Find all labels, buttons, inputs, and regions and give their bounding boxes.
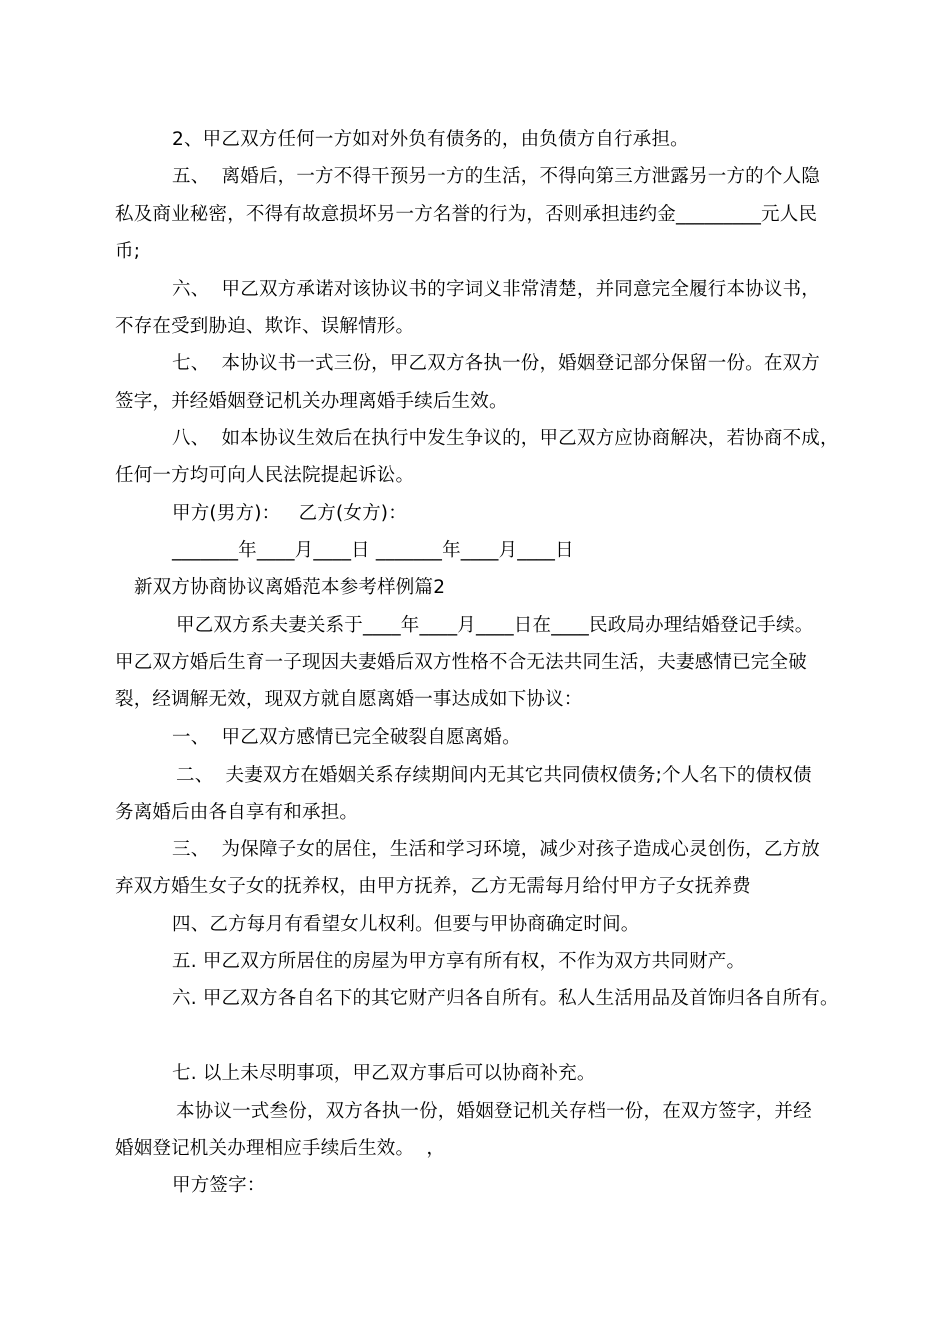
clause-8-line-1: 八、 如本协议生效后在执行中发生争议的，甲乙双方应协商解决，若协商不成， xyxy=(172,428,839,449)
item-3-line-1: 三、 为保障子女的居住，生活和学习环境，减少对孩子造成心灵创伤，乙方放 xyxy=(172,839,820,860)
clause-7-line-2: 签字，并经婚姻登记机关办理离婚手续后生效。 xyxy=(115,391,508,412)
intro-line-3: 裂，经调解无效，现双方就自愿离婚一事达成如下协议： xyxy=(115,689,583,710)
item-1: 一、 甲乙双方感情已完全破裂自愿离婚。 xyxy=(172,727,521,748)
clause-7-line-1: 七、 本协议书一式三份，甲乙双方各执一份，婚姻登记部分保留一份。在双方 xyxy=(172,353,820,374)
closing-line-2: 婚姻登记机关办理相应手续后生效。 ， xyxy=(115,1138,446,1159)
clause-6-line-2: 不存在受到胁迫、欺诈、误解情形。 xyxy=(115,316,415,337)
intro-line-1: 甲乙双方系夫妻关系于____年____月____日在____民政局办理结婚登记手续。 xyxy=(176,615,814,636)
closing-line-1: 本协议一式叁份，双方各执一份，婚姻登记机关存档一份，在双方签字，并经 xyxy=(176,1101,812,1122)
item-2-line-1: 二、 夫妻双方在婚姻关系存续期间内无其它共同债权债务;个人名下的债权债 xyxy=(176,765,812,786)
clause-6-line-1: 六、 甲乙双方承诺对该协议书的字词义非常清楚，并同意完全履行本协议书， xyxy=(172,279,820,300)
party-signature-labels: 甲方(男方)： 乙方(女方)： xyxy=(172,503,407,524)
item-4: 四、乙方每月有看望女儿权利。但要与甲协商确定时间。 xyxy=(172,914,640,935)
clause-5-line-1: 五、 离婚后，一方不得干预另一方的生活，不得向第三方泄露另一方的个人隐 xyxy=(172,166,820,187)
signature-date-blanks: _______年____月____日 _______年____月____日 xyxy=(172,540,574,561)
section-heading-sample-2: 新双方协商协议离婚范本参考样例篇2 xyxy=(134,577,446,598)
item-2-line-2: 务离婚后由各自享有和承担。 xyxy=(115,802,359,823)
item-3-line-2: 弃双方婚生女子女的抚养权，由甲方抚养，乙方无需每月给付甲方子女抚养费 xyxy=(115,876,751,897)
clause-5-line-2: 私及商业秘密，不得有故意损坏另一方名誉的行为，否则承担违约金_________元人民 xyxy=(115,204,818,225)
clause-8-line-2: 任何一方均可向人民法院提起诉讼。 xyxy=(115,465,415,486)
item-7: 七. 以上未尽明事项，甲乙双方事后可以协商补充。 xyxy=(172,1063,596,1084)
item-5: 五. 甲乙双方所居住的房屋为甲方享有所有权，不作为双方共同财产。 xyxy=(172,951,746,972)
party-a-signature-label: 甲方签字： xyxy=(172,1175,266,1196)
item-6: 六. 甲乙双方各自名下的其它财产归各自所有。私人生活用品及首饰归各自所有。 xyxy=(172,988,839,1009)
clause-5-line-3: 币; xyxy=(115,241,141,262)
intro-line-2: 甲乙双方婚后生育一子现因夫妻婚后双方性格不合无法共同生活，夫妻感情已完全破 xyxy=(115,652,807,673)
clause-2-debts: 2、甲乙双方任何一方如对外负有债务的，由负债方自行承担。 xyxy=(172,129,689,150)
